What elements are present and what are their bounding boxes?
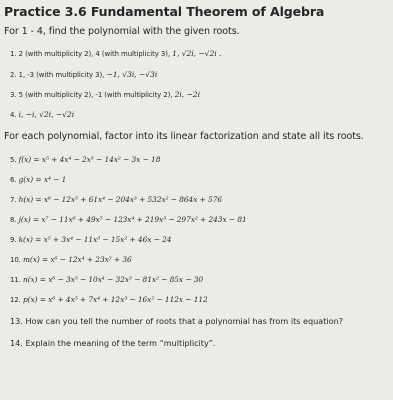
problem-number: 5.	[10, 156, 17, 164]
problem-9	[10, 235, 171, 244]
problem-number: 11.	[10, 276, 21, 284]
problem-5	[10, 155, 160, 164]
problem-math: n(x) = x⁶ − 3x⁵ − 10x⁴ − 32x³ − 81x² − 85x − 30	[22, 275, 204, 284]
question-13: 13. How can you tell the number of roots that a polynomial has from its equation?	[10, 316, 344, 326]
problem-math: g(x) = x⁴ − 1	[18, 175, 67, 184]
problem-12	[10, 295, 208, 304]
problem-8	[10, 215, 247, 224]
problem-text: 2 (with multiplicity 2), 4 (with multiplicity 3),	[18, 50, 173, 58]
problem-math: −1, √3i, −√3i	[106, 70, 158, 79]
problem-2	[10, 70, 157, 79]
problem-11	[10, 275, 203, 284]
problem-math: f(x) = x⁵ + 4x⁴ − 2x³ − 14x² − 3x − 18	[18, 155, 161, 164]
problem-number: 3.	[10, 91, 17, 99]
problem-number: 8.	[10, 216, 17, 224]
problem-math: 1, √2i, −√2i .	[172, 49, 222, 58]
problem-math: h(x) = x⁶ − 12x⁵ + 61x⁴ − 204x³ + 532x² − 864x + 576	[18, 195, 223, 204]
problem-6	[10, 175, 66, 184]
problem-math: j(x) = x⁷ − 11x⁶ + 49x⁵ − 123x⁴ + 219x³ − 297x² + 243x − 81	[18, 215, 247, 224]
problem-number: 6.	[10, 176, 17, 184]
problem-math: p(x) = x⁶ + 4x⁵ + 7x⁴ + 12x³ − 16x² − 112x − 112	[22, 295, 208, 304]
problem-number: 1.	[10, 50, 17, 58]
problem-math: k(x) = x⁵ + 3x⁴ − 11x³ − 15x² + 46x − 24	[18, 235, 172, 244]
problem-number: 7.	[10, 196, 17, 204]
problem-text: 1, -3 (with multiplicity 3),	[18, 71, 107, 79]
problem-text: 5 (with multiplicity 2), -1 (with multiplicity 2),	[18, 91, 175, 99]
problem-1	[10, 49, 221, 58]
problem-math: 2i, −2i	[174, 90, 200, 99]
instructions-roots: For 1 - 4, find the polynomial with the given roots.	[4, 26, 240, 37]
instructions-factor: For each polynomial, factor into its linear factorization and state all its roots.	[4, 131, 364, 142]
question-14: 14. Explain the meaning of the term “multiplicity”.	[10, 338, 216, 348]
problem-math: m(x) = x⁶ − 12x⁴ + 23x² + 36	[22, 255, 132, 264]
problem-number: 4.	[10, 111, 17, 119]
problem-number: 10.	[10, 256, 21, 264]
problem-number: 9.	[10, 236, 17, 244]
problem-4	[10, 110, 74, 119]
problem-number: 12.	[10, 296, 21, 304]
problem-7	[10, 195, 222, 204]
problem-10	[10, 255, 132, 264]
problem-3	[10, 90, 200, 99]
page-title: Practice 3.6 Fundamental Theorem of Algebra	[4, 4, 325, 19]
problem-math: i, −i, √2i, −√2i	[18, 110, 75, 119]
problem-number: 2.	[10, 71, 17, 79]
